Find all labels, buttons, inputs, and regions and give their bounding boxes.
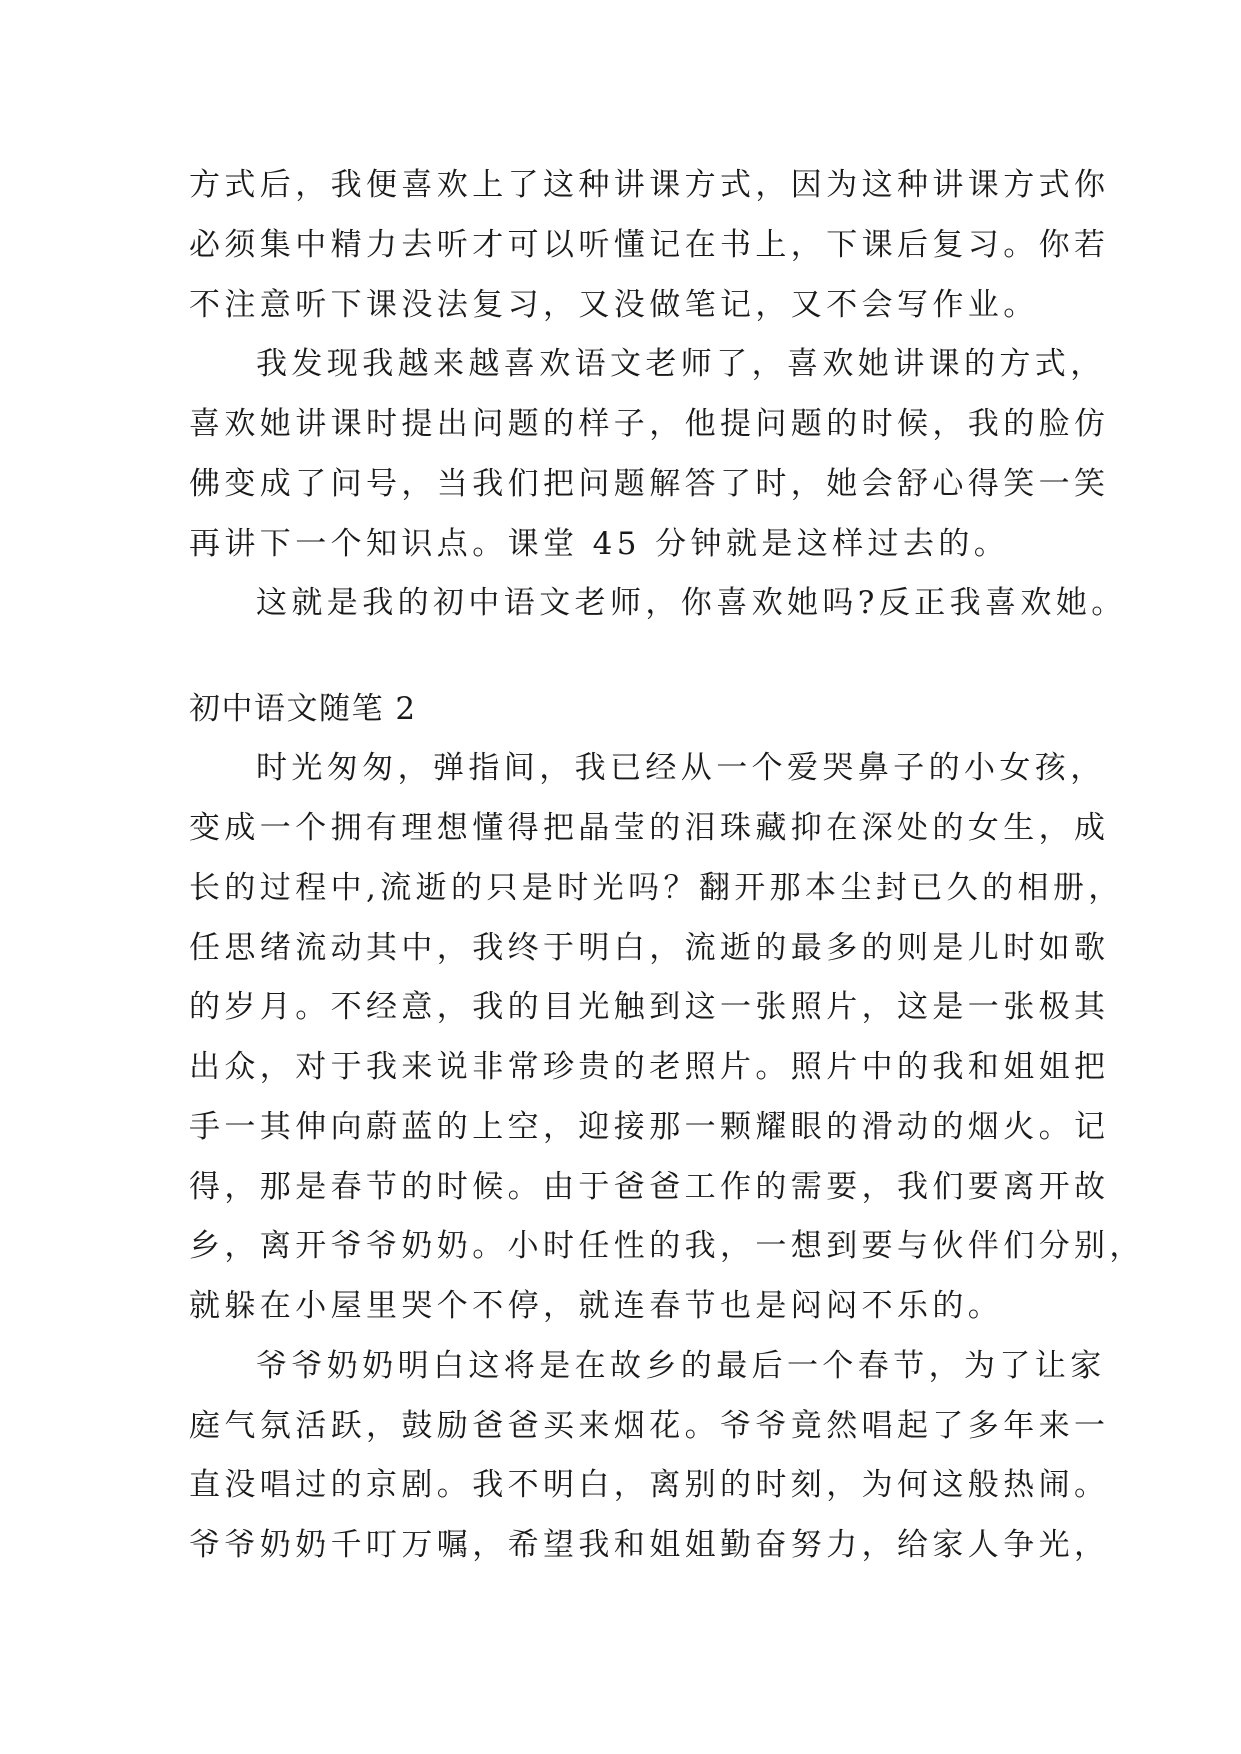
paragraph-line: 这就是我的初中语文老师，你喜欢她吗?反正我喜欢她。 [256, 585, 1127, 621]
paragraph-line: 爷爷奶奶千叮万嘱，希望我和姐姐勤奋努力，给家人争光， [189, 1527, 1110, 1563]
paragraph-line: 时光匆匆，弹指间，我已经从一个爱哭鼻子的小女孩， [256, 750, 1106, 786]
paragraph-line: 方式后，我便喜欢上了这种讲课方式，因为这种讲课方式你 [189, 167, 1110, 203]
paragraph-line: 得，那是春节的时候。由于爸爸工作的需要，我们要离开故 [189, 1169, 1110, 1205]
paragraph-line: 变成一个拥有理想懂得把晶莹的泪珠藏抑在深处的女生，成 [189, 810, 1110, 846]
paragraph-line: 任思绪流动其中，我终于明白，流逝的最多的则是儿时如歌 [189, 930, 1110, 966]
paragraph-line: 佛变成了问号，当我们把问题解答了时，她会舒心得笑一笑 [189, 466, 1110, 502]
paragraph-line: 直没唱过的京剧。我不明白，离别的时刻，为何这般热闹。 [189, 1467, 1110, 1503]
paragraph-line: 喜欢她讲课时提出问题的样子，他提问题的时候，我的脸仿 [189, 406, 1110, 442]
paragraph-line: 长的过程中,流逝的只是时光吗？翻开那本尘封已久的相册， [189, 870, 1124, 906]
paragraph-line: 乡，离开爷爷奶奶。小时任性的我，一想到要与伙伴们分别， [189, 1228, 1145, 1264]
paragraph-line: 不注意听下课没法复习，又没做笔记，又不会写作业。 [189, 287, 1039, 323]
section-heading: 初中语文随笔 2 [189, 691, 417, 727]
paragraph-line: 我发现我越来越喜欢语文老师了，喜欢她讲课的方式， [256, 346, 1106, 382]
paragraph-line: 手一其伸向蔚蓝的上空，迎接那一颗耀眼的滑动的烟火。记 [189, 1109, 1110, 1145]
paragraph-line: 庭气氛活跃，鼓励爸爸买来烟花。爷爷竟然唱起了多年来一 [189, 1408, 1110, 1444]
paragraph-line: 就躲在小屋里哭个不停，就连春节也是闷闷不乐的。 [189, 1288, 1004, 1324]
paragraph-line: 必须集中精力去听才可以听懂记在书上，下课后复习。你若 [189, 227, 1110, 263]
paragraph-line: 的岁月。不经意，我的目光触到这一张照片，这是一张极其 [189, 989, 1110, 1025]
paragraph-line: 爷爷奶奶明白这将是在故乡的最后一个春节，为了让家 [256, 1348, 1106, 1384]
paragraph-line: 出众，对于我来说非常珍贵的老照片。照片中的我和姐姐把 [189, 1049, 1110, 1085]
paragraph-line: 再讲下一个知识点。课堂 45 分钟就是这样过去的。 [189, 526, 1010, 562]
